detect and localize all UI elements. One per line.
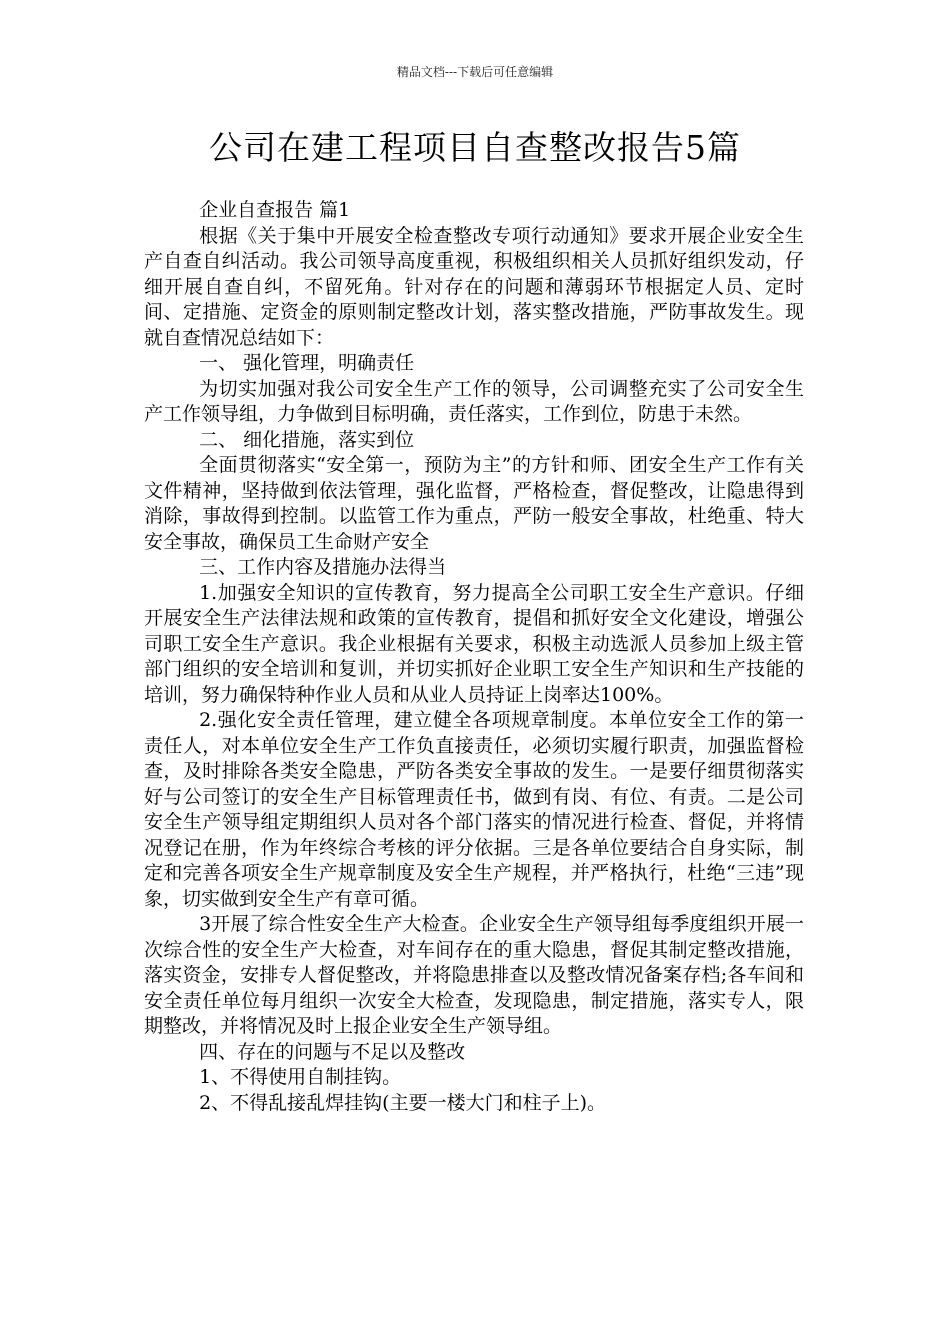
- paragraph: 2.强化安全责任管理，建立健全各项规章制度。本单位安全工作的第一责任人，对本单位安全生产工作负直接责任，必须切实履行职责，加强监督检查，及时排除各类安全隐患，严防各类安全事故的发生。一是要仔细贯彻落实好与公司签订的安全生产目标管理责任书，做到有岗、有位、有责。二是公司安全生产领导组定期组织人员对各个部门落实的情况进行检查、督促，并将情况登记在册，作为年终综合考核的评分依据。三是各单位要结合自身实际，制定和完善各项安全生产规章制度及安全生产规程，并严格执行，杜绝“三违”现象，切实做到安全生产有章可循。: [144, 709, 804, 910]
- paragraph: 1.加强安全知识的宣传教育，努力提高全公司职工安全生产意识。仔细开展安全生产法律法规和政策的宣传教育，提倡和抓好安全文化建设，增强公司职工安全生产意识。我企业根据有关要求，积极主动选派人员参加上级主管部门组织的安全培训和复训，并切实抓好企业职工安全生产知识和生产技能的培训，努力确保特种作业人员和从业人员持证上岗率达100%。: [144, 581, 804, 706]
- list-item: 2、不得乱接乱焊挂钩(主要一楼大门和柱子上)。: [199, 1091, 607, 1114]
- paragraph: 3开展了综合性安全生产大检查。企业安全生产领导组每季度组织开展一次综合性的安全生产大检查，对车间存在的重大隐患，督促其制定整改措施，落实资金，安排专人督促整改，并将隐患排查以及整改情况备案存档;各车间和安全责任单位每月组织一次安全大检查，发现隐患，制定措施，落实专人，限期整改，并将情况及时上报企业安全生产领导组。: [144, 913, 804, 1037]
- section-heading: 企业自查报告 篇1: [199, 199, 351, 221]
- subheading: 三、工作内容及措施办法得当: [199, 556, 447, 578]
- header-note: 精品文档---下载后可任意编辑: [396, 65, 554, 79]
- document-body: [144, 198, 804, 1116]
- paragraph: 根据《关于集中开展安全检查整改专项行动通知》要求开展企业安全生产自查自纠活动。我公司领导高度重视，积极组织相关人员抓好组织发动，仔细开展自查自纠，不留死角。针对存在的问题和薄弱环节根据定人员、定时间、定措施、定资金的原则制定整改计划，落实整改措施，严防事故发生。现就自查情况总结如下：: [144, 224, 804, 349]
- document-title: 公司在建工程项目自查整改报告5篇: [209, 128, 741, 167]
- paragraph: 为切实加强对我公司安全生产工作的领导，公司调整充实了公司安全生产工作领导组，力争做到目标明确，责任落实，工作到位，防患于未然。: [144, 377, 804, 425]
- list-item: 1、不得使用自制挂钩。: [199, 1066, 402, 1088]
- paragraph: 全面贯彻落实“安全第一，预防为主”的方针和师、团安全生产工作有关文件精神，坚持做到依法管理，强化监督，严格检查，督促整改，让隐患得到消除，事故得到控制。以监管工作为重点，严防一般安全事故，杜绝重、特大安全事故，确保员工生命财产安全: [144, 454, 804, 553]
- subheading: 一、 强化管理，明确责任: [199, 352, 415, 374]
- subheading: 四、存在的问题与不足以及整改: [199, 1040, 466, 1063]
- subheading: 二、 细化措施，落实到位: [199, 428, 415, 451]
